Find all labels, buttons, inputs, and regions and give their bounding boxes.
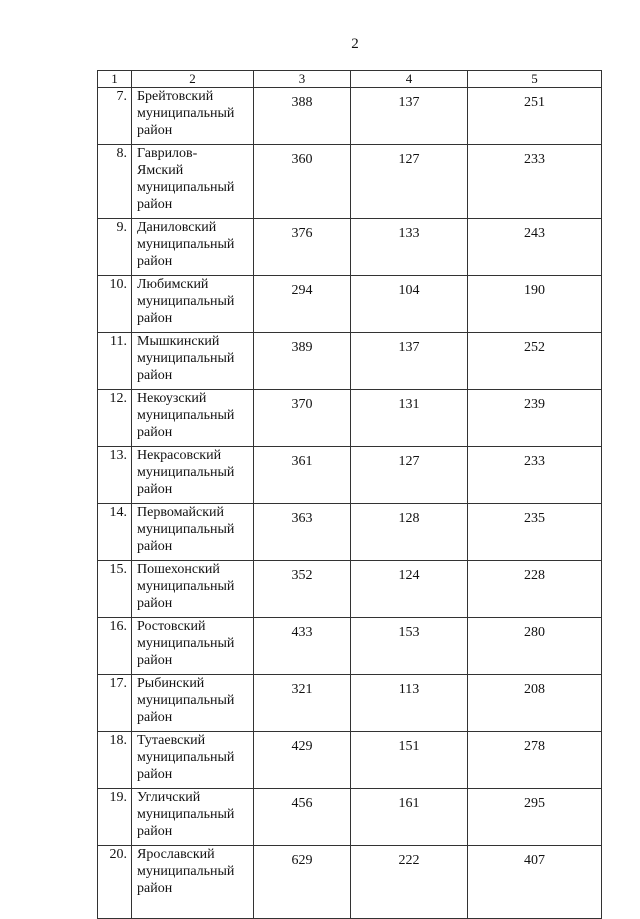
district-name-line: Любимский <box>137 277 209 292</box>
row-number: 13. <box>98 447 132 504</box>
value-column-4: 137 <box>351 333 468 390</box>
district-name-line: Тутаевский <box>137 733 206 748</box>
district-name <box>132 732 254 789</box>
district-name-line: муниципальный <box>137 180 235 195</box>
value-column-4: 127 <box>351 447 468 504</box>
column-header-2: 2 <box>132 71 254 88</box>
table-row <box>98 145 602 219</box>
value-column-5: 228 <box>468 561 602 618</box>
district-name <box>132 276 254 333</box>
value-column-5: 235 <box>468 504 602 561</box>
table-row <box>98 447 602 504</box>
data-table <box>97 70 602 919</box>
district-name <box>132 675 254 732</box>
district-name-line: район <box>137 596 173 611</box>
district-name <box>132 88 254 145</box>
value-column-5: 280 <box>468 618 602 675</box>
district-name-line: муниципальный <box>137 465 235 480</box>
district-name <box>132 390 254 447</box>
district-name-line: муниципальный <box>137 294 235 309</box>
district-name-line: Гаврилов- <box>137 146 198 161</box>
row-number: 11. <box>98 333 132 390</box>
value-column-3: 388 <box>254 88 351 145</box>
value-column-3: 294 <box>254 276 351 333</box>
value-column-5: 252 <box>468 333 602 390</box>
value-column-5: 278 <box>468 732 602 789</box>
district-name <box>132 504 254 561</box>
row-number: 15. <box>98 561 132 618</box>
district-name-line: муниципальный <box>137 579 235 594</box>
column-header-5: 5 <box>468 71 602 88</box>
value-column-5: 251 <box>468 88 602 145</box>
district-name-line: Первомайский <box>137 505 225 520</box>
row-number: 12. <box>98 390 132 447</box>
district-name <box>132 789 254 846</box>
value-column-3: 361 <box>254 447 351 504</box>
district-name-line: Некрасовский <box>137 448 222 463</box>
table-row <box>98 88 602 145</box>
table-body <box>98 88 602 919</box>
value-column-5: 407 <box>468 846 602 919</box>
row-number: 19. <box>98 789 132 846</box>
value-column-3: 433 <box>254 618 351 675</box>
district-name-line: Пошехонский <box>137 562 220 577</box>
value-column-3: 389 <box>254 333 351 390</box>
value-column-3: 456 <box>254 789 351 846</box>
district-name-line: район <box>137 824 173 839</box>
district-name-line: муниципальный <box>137 636 235 651</box>
district-name-line: муниципальный <box>137 237 235 252</box>
value-column-3: 352 <box>254 561 351 618</box>
district-name-line: Угличский <box>137 790 201 805</box>
district-name-line: муниципальный <box>137 693 235 708</box>
district-name-line: район <box>137 123 173 138</box>
district-name <box>132 333 254 390</box>
value-column-5: 295 <box>468 789 602 846</box>
district-name-line: муниципальный <box>137 106 235 121</box>
value-column-4: 113 <box>351 675 468 732</box>
table-row <box>98 219 602 276</box>
district-name-line: район <box>137 311 173 326</box>
value-column-5: 243 <box>468 219 602 276</box>
value-column-3: 376 <box>254 219 351 276</box>
district-name-line: район <box>137 653 173 668</box>
value-column-3: 321 <box>254 675 351 732</box>
district-name-line: район <box>137 368 173 383</box>
row-number: 10. <box>98 276 132 333</box>
district-name <box>132 846 254 919</box>
value-column-5: 239 <box>468 390 602 447</box>
row-number: 8. <box>98 145 132 219</box>
value-column-4: 137 <box>351 88 468 145</box>
district-name-line: район <box>137 881 173 896</box>
district-name-line: район <box>137 197 173 212</box>
row-number: 20. <box>98 846 132 919</box>
district-name-line: район <box>137 767 173 782</box>
table-row <box>98 561 602 618</box>
district-name <box>132 618 254 675</box>
row-number: 9. <box>98 219 132 276</box>
table-row <box>98 390 602 447</box>
district-name-line: район <box>137 539 173 554</box>
column-header-3: 3 <box>254 71 351 88</box>
district-name-line: муниципальный <box>137 522 235 537</box>
value-column-4: 128 <box>351 504 468 561</box>
district-name-line: Даниловский <box>137 220 217 235</box>
value-column-3: 360 <box>254 145 351 219</box>
table-row <box>98 618 602 675</box>
value-column-4: 131 <box>351 390 468 447</box>
district-name-line: Ямский <box>137 163 184 178</box>
district-name-line: район <box>137 482 173 497</box>
value-column-5: 190 <box>468 276 602 333</box>
table-row <box>98 846 602 919</box>
district-name-line: Ростовский <box>137 619 206 634</box>
value-column-4: 153 <box>351 618 468 675</box>
row-number: 7. <box>98 88 132 145</box>
value-column-4: 222 <box>351 846 468 919</box>
district-name-line: муниципальный <box>137 807 235 822</box>
value-column-5: 233 <box>468 447 602 504</box>
district-name-line: муниципальный <box>137 351 235 366</box>
value-column-4: 127 <box>351 145 468 219</box>
value-column-4: 161 <box>351 789 468 846</box>
row-number: 14. <box>98 504 132 561</box>
value-column-3: 363 <box>254 504 351 561</box>
district-name-line: муниципальный <box>137 750 235 765</box>
table-row <box>98 504 602 561</box>
value-column-4: 104 <box>351 276 468 333</box>
district-name-line: муниципальный <box>137 864 235 879</box>
district-name-line: район <box>137 710 173 725</box>
header-row <box>98 71 602 88</box>
district-name-line: район <box>137 425 173 440</box>
row-number: 18. <box>98 732 132 789</box>
district-name <box>132 447 254 504</box>
value-column-3: 429 <box>254 732 351 789</box>
value-column-4: 151 <box>351 732 468 789</box>
table-row <box>98 276 602 333</box>
value-column-4: 124 <box>351 561 468 618</box>
column-header-1: 1 <box>98 71 132 88</box>
district-name <box>132 219 254 276</box>
value-column-5: 208 <box>468 675 602 732</box>
value-column-3: 629 <box>254 846 351 919</box>
district-name <box>132 561 254 618</box>
district-name-line: Брейтовский <box>137 89 214 104</box>
district-name-line: район <box>137 254 173 269</box>
district-name <box>132 145 254 219</box>
district-name-line: Мышкинский <box>137 334 220 349</box>
district-name-line: муниципальный <box>137 408 235 423</box>
page-number: 2 <box>351 36 359 52</box>
row-number: 16. <box>98 618 132 675</box>
value-column-4: 133 <box>351 219 468 276</box>
table-row <box>98 333 602 390</box>
row-number: 17. <box>98 675 132 732</box>
district-name-line: Ярославский <box>137 847 215 862</box>
column-header-4: 4 <box>351 71 468 88</box>
value-column-3: 370 <box>254 390 351 447</box>
table-row <box>98 675 602 732</box>
table-row <box>98 789 602 846</box>
district-name-line: Рыбинский <box>137 676 205 691</box>
district-name-line: Некоузский <box>137 391 207 406</box>
value-column-5: 233 <box>468 145 602 219</box>
table-row <box>98 732 602 789</box>
